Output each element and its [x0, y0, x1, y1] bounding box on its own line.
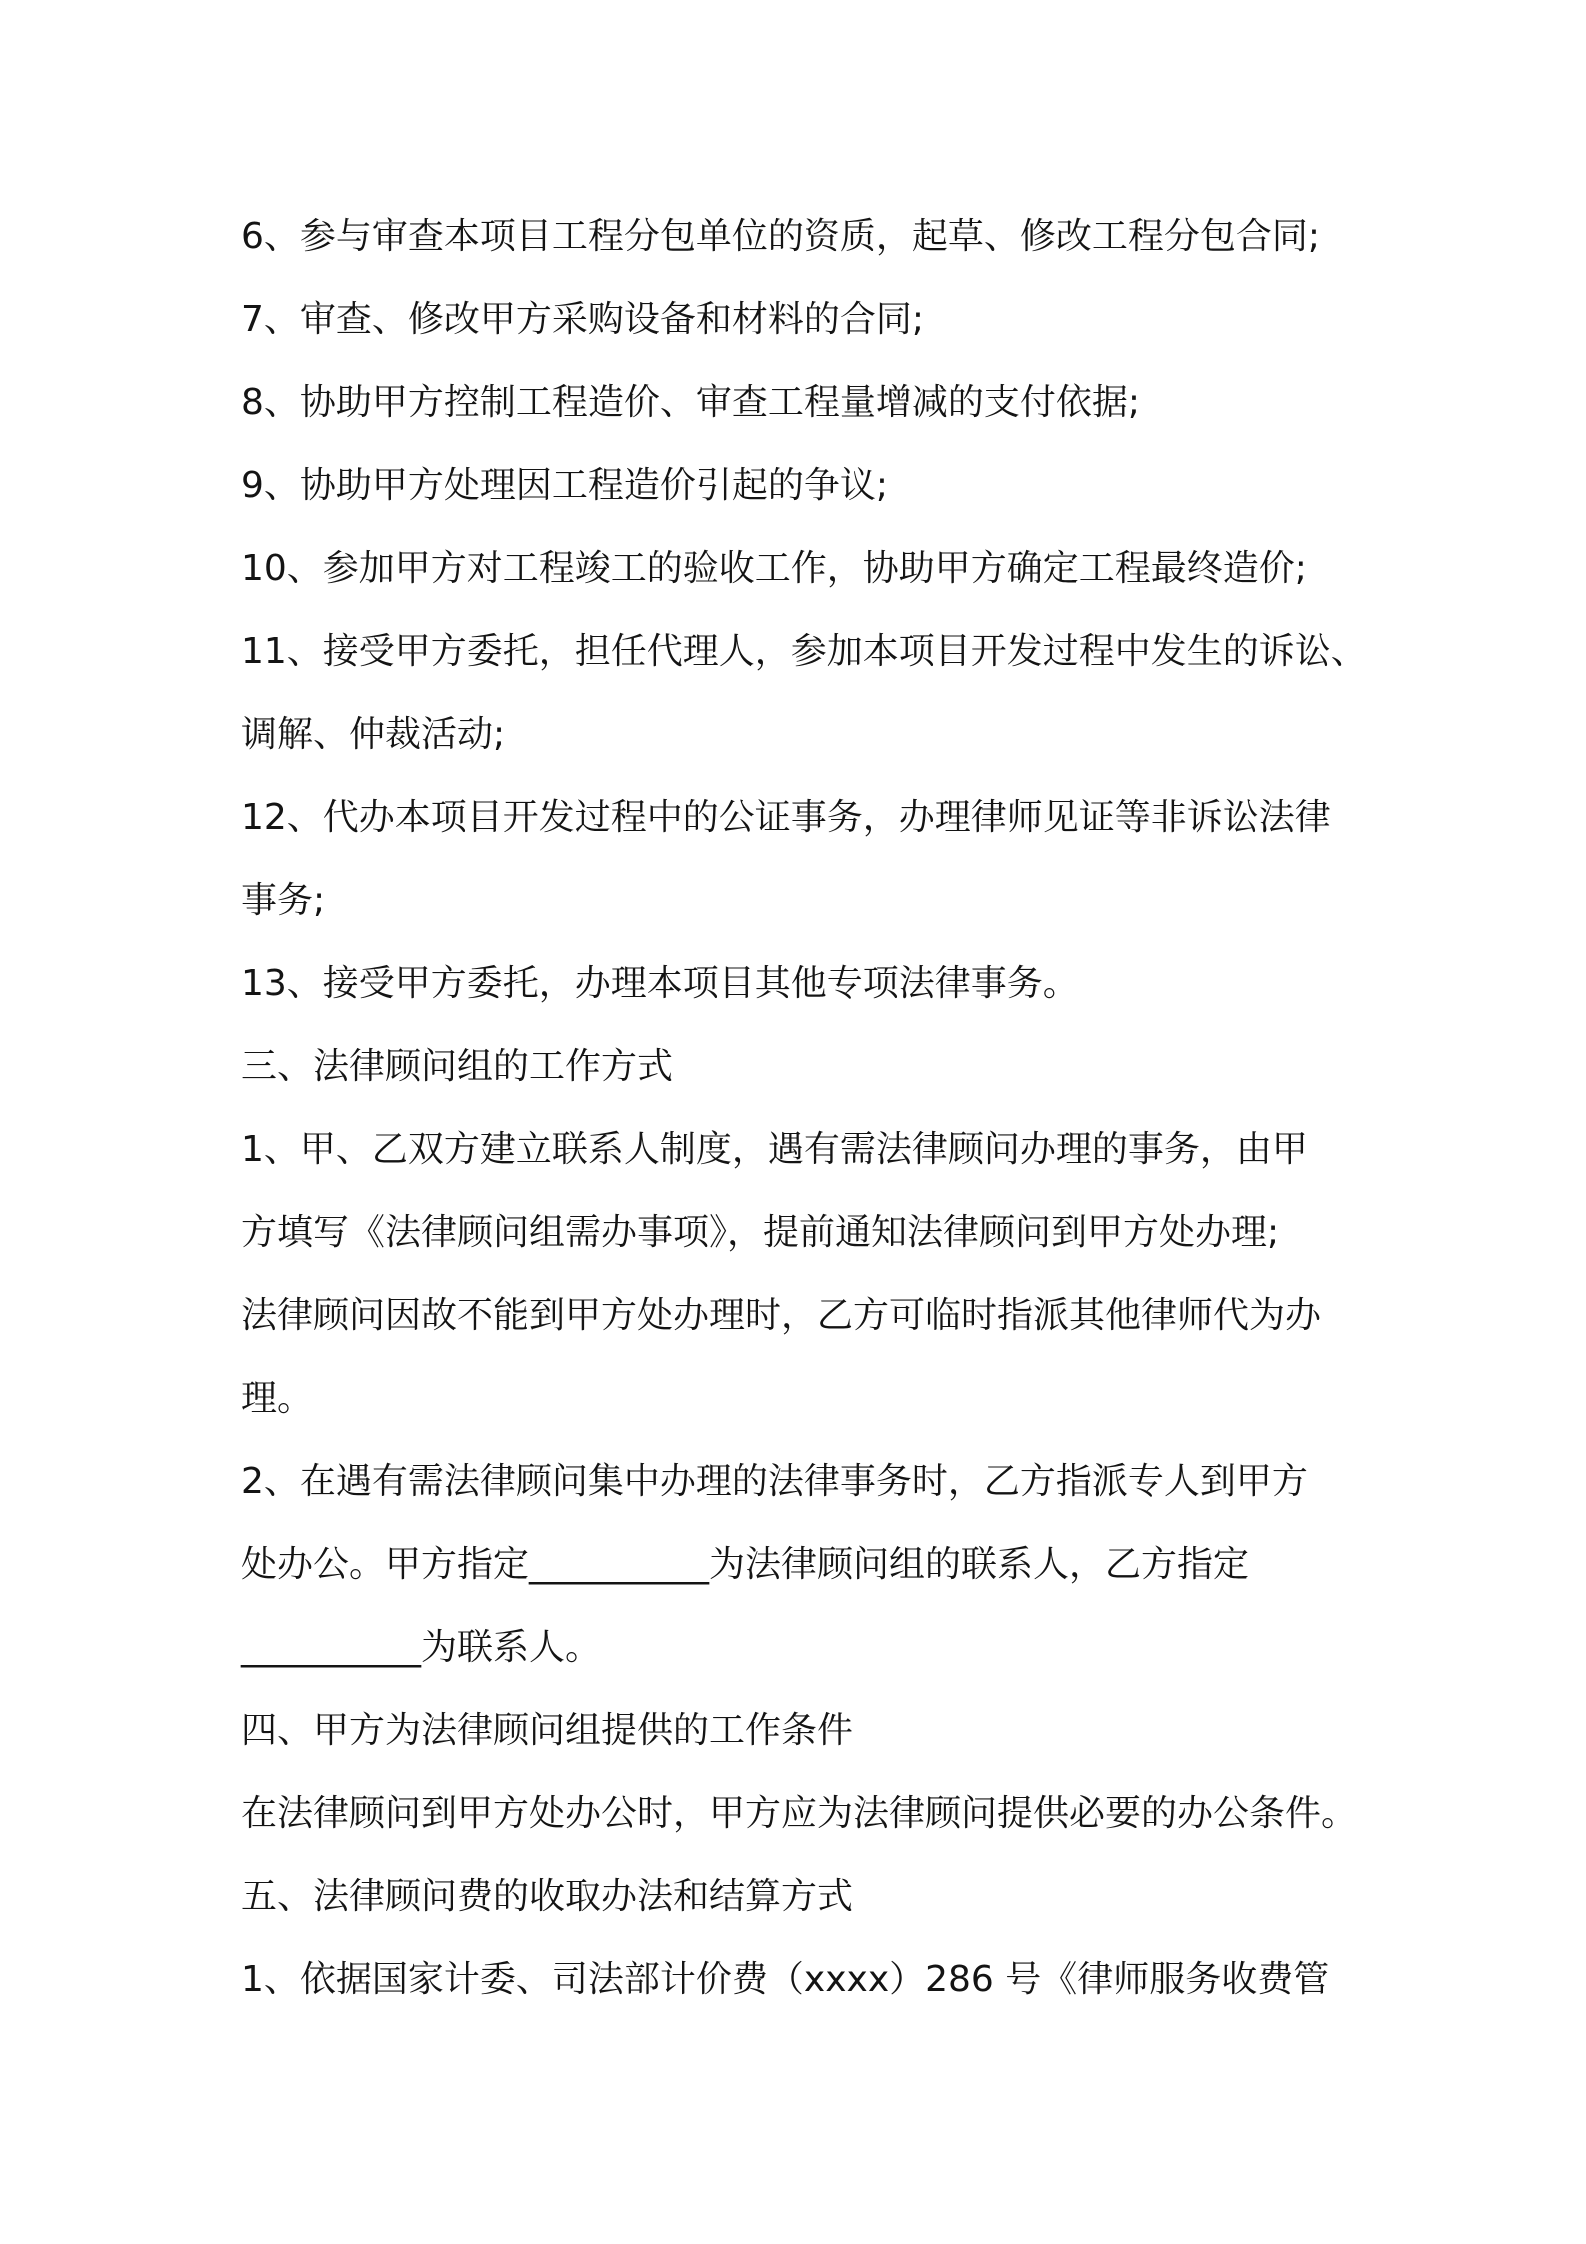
section-3-item-2-line-2: 处办公。甲方指定__________为法律顾问组的联系人，乙方指定 [241, 1544, 1250, 1585]
section-3-heading: 三、法律顾问组的工作方式 [241, 1046, 674, 1087]
item-12-line-2: 事务; [241, 880, 326, 921]
document-body [241, 195, 1371, 2021]
section-5-heading: 五、法律顾问费的收取办法和结算方式 [241, 1876, 854, 1917]
item-11-line-1: 11、接受甲方委托，担任代理人，参加本项目开发过程中发生的诉讼、 [241, 631, 1367, 672]
section-3-item-1-line-3: 法律顾问因故不能到甲方处办理时，乙方可临时指派其他律师代为办 [241, 1295, 1322, 1336]
item-10: 10、参加甲方对工程竣工的验收工作，协助甲方确定工程最终造价; [241, 548, 1307, 589]
section-3-item-1-line-2: 方填写《法律顾问组需办事项》，提前通知法律顾问到甲方处办理; [241, 1212, 1280, 1253]
section-3-item-2-line-3: __________为联系人。 [241, 1627, 602, 1668]
section-3-item-2-line-1: 2、在遇有需法律顾问集中办理的法律事务时，乙方指派专人到甲方 [241, 1461, 1308, 1502]
item-7: 7、审查、修改甲方采购设备和材料的合同; [241, 299, 925, 340]
section-5-item-1: 1、依据国家计委、司法部计价费（xxxx）286 号《律师服务收费管 [241, 1959, 1330, 2000]
section-4-body: 在法律顾问到甲方处办公时，甲方应为法律顾问提供必要的办公条件。 [241, 1793, 1358, 1834]
section-3-item-1-line-4: 理。 [241, 1378, 314, 1419]
item-12-line-1: 12、代办本项目开发过程中的公证事务，办理律师见证等非诉讼法律 [241, 797, 1331, 838]
item-11-line-2: 调解、仲裁活动; [241, 714, 506, 755]
section-3-item-1-line-1: 1、甲、乙双方建立联系人制度，遇有需法律顾问办理的事务，由甲 [241, 1129, 1308, 1170]
item-9: 9、协助甲方处理因工程造价引起的争议; [241, 465, 889, 506]
item-8: 8、协助甲方控制工程造价、审查工程量增减的支付依据; [241, 382, 1141, 423]
section-4-heading: 四、甲方为法律顾问组提供的工作条件 [241, 1710, 854, 1751]
item-13: 13、接受甲方委托，办理本项目其他专项法律事务。 [241, 963, 1079, 1004]
item-6: 6、参与审查本项目工程分包单位的资质，起草、修改工程分包合同; [241, 216, 1321, 257]
